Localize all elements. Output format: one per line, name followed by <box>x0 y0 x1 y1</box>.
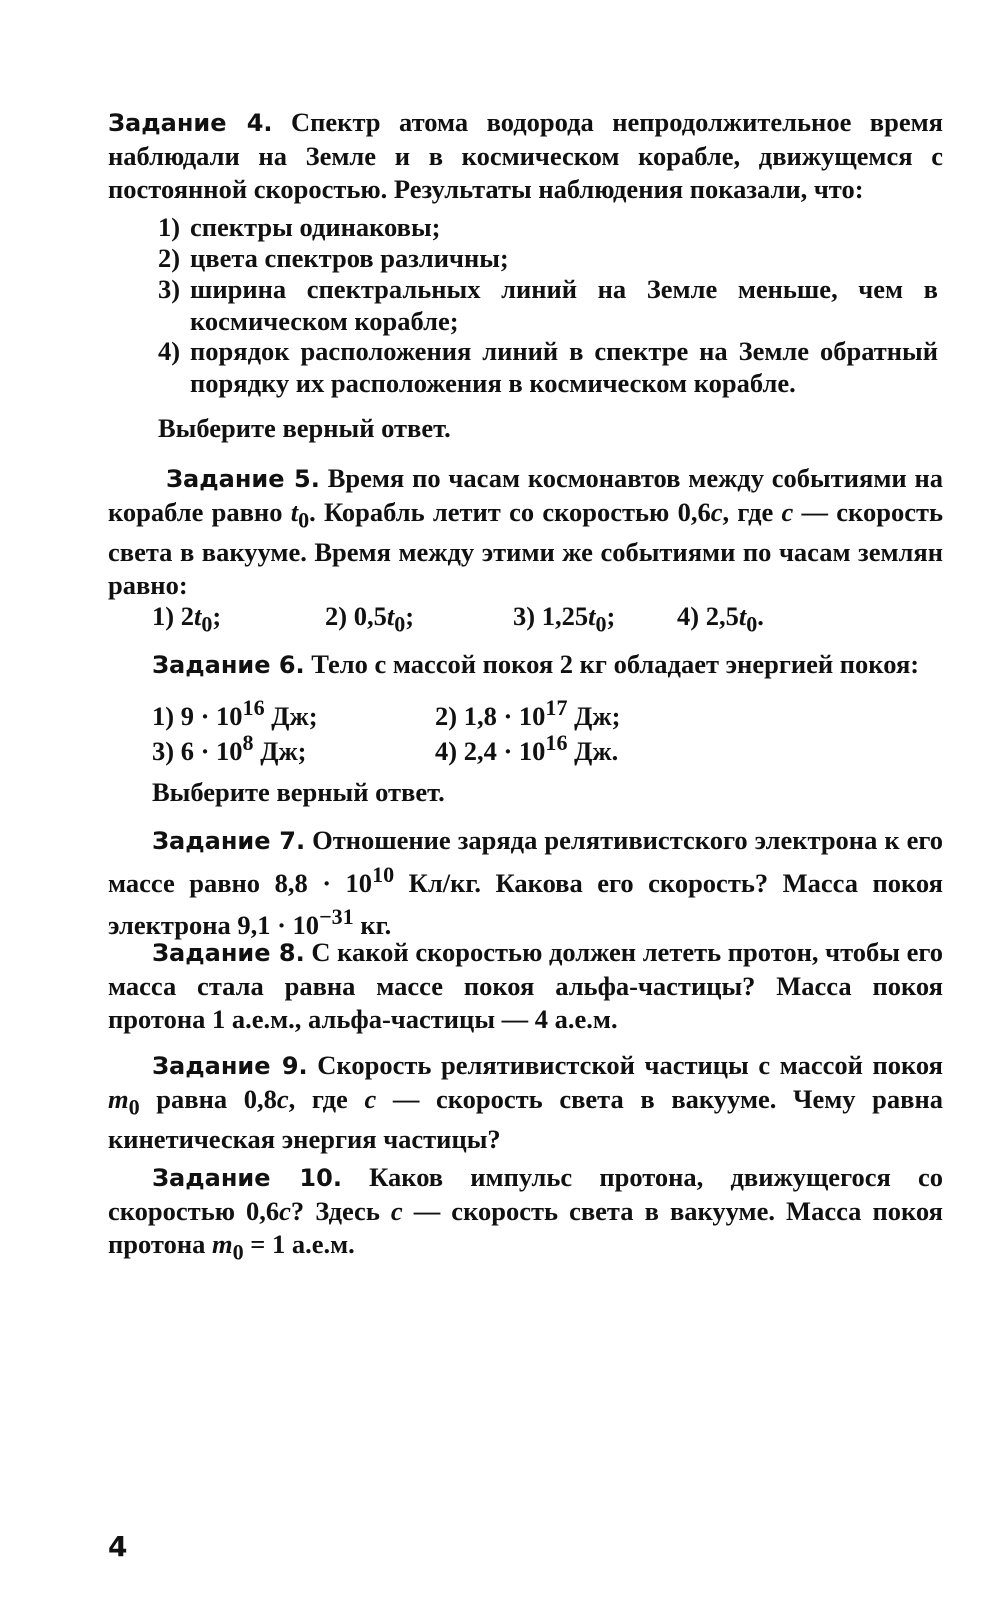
task-6-prompt: Выберите верный ответ. <box>152 777 445 807</box>
task-4-option-2 <box>158 242 938 274</box>
task-10-text: — скорость света в вакууме. Масса покоя протона <box>108 1196 944 1259</box>
task-10-label: Задание 10. <box>152 1164 342 1192</box>
task-4-option-3 <box>158 273 938 337</box>
task-4-statement <box>108 106 943 206</box>
task-6-option-2: 2) $1,8 \cdot 10^{17}$ Дж; <box>435 695 621 731</box>
task-7-label: Задание 7. <box>152 827 306 855</box>
task-7-statement <box>108 824 943 942</box>
task-9-label: Задание 9. <box>152 1052 308 1080</box>
task-5-text: Время по часам космонавтов между событиями на корабле равно <box>108 463 944 527</box>
task-4-option-1 <box>158 211 938 243</box>
task-8-text: С какой скоростью должен лететь протон, чтобы его масса стала равна массе покоя альфа-частицы? Масса покоя протона 1 а.е.м., альфа-частицы — 4 а.е.м. <box>108 937 943 1034</box>
option-text: цвета спектров различны; <box>190 243 509 273</box>
option-number: 3) <box>158 274 181 304</box>
task-10-text: ? Здесь <box>290 1196 391 1226</box>
subscript: 0 <box>128 1094 140 1120</box>
task-5-text: , где <box>722 497 782 527</box>
task-6-option-4: 4) $2,4 \cdot 10^{16}$ Дж. <box>435 730 619 766</box>
task-4-label: Задание 4. <box>108 109 273 137</box>
task-5-option-1: 1) $2t_0$; <box>152 601 222 637</box>
task-10-statement <box>108 1161 943 1268</box>
exponent: −31 <box>319 903 354 929</box>
task-9-text: равна 0,8 <box>139 1084 277 1114</box>
subscript: 0 <box>298 507 310 533</box>
task-6-option-3: 3) $6 \cdot 10^8$ Дж; <box>152 730 307 766</box>
task-5-option-3: 3) $1,25t_0$; <box>513 601 616 637</box>
page-number: 4 <box>108 1530 128 1563</box>
c-symbol: c <box>390 1196 403 1226</box>
option-number: 2) <box>158 243 181 273</box>
task-5-option-4: 4) $2,5t_0$. <box>677 601 764 637</box>
task-6-option-1: 1) $9 \cdot 10^{16}$ Дж; <box>152 695 318 731</box>
task-4-prompt: Выберите верный ответ. <box>158 413 451 443</box>
option-number: 1) <box>158 212 181 242</box>
c-symbol: c <box>710 497 723 527</box>
c-symbol: c <box>781 497 794 527</box>
task-6-label: Задание 6. <box>152 651 305 679</box>
task-9-text: — скорость света в вакууме. Чему равна кинетическая энергия частицы? <box>108 1084 943 1155</box>
task-9-statement <box>108 1049 943 1156</box>
task-7-text: Отношение заряда релятивистского электрона к его массе равно 8,8 · 10 <box>108 825 944 898</box>
m-symbol: m <box>108 1084 129 1114</box>
task-4-text: Спектр атома водорода непродолжительное время наблюдали на Земле и в космическом корабле, движущемся с постоянной скоростью. Результаты наблюдения показали, что: <box>108 107 944 204</box>
c-symbol: c <box>279 1196 291 1226</box>
task-4-option-4 <box>158 335 938 399</box>
task-8-statement <box>108 936 943 1036</box>
task-5-label: Задание 5. <box>166 465 320 493</box>
task-5-statement <box>108 462 943 602</box>
task-5-text: — скорость света в вакууме. Время между этими же событиями по часам землян равно: <box>108 497 943 601</box>
subscript: 0 <box>232 1239 244 1265</box>
task-7-text: Кл/кг. Какова его скорость? Масса покоя электрона 9,1 · 10 <box>108 867 944 940</box>
exponent: 10 <box>372 862 395 887</box>
option-text: ширина спектральных линий на Земле меньше, чем в космическом корабле; <box>190 274 938 336</box>
option-number: 4) <box>158 336 181 366</box>
task-9-text: Скорость релятивистской частицы с массой покоя <box>317 1050 944 1080</box>
task-8-label: Задание 8. <box>152 939 305 967</box>
t-symbol: t <box>290 497 299 527</box>
task-5-option-2: 2) $0,5t_0$; <box>325 601 415 637</box>
task-6-statement <box>152 648 987 682</box>
task-9-text: , где <box>288 1084 365 1114</box>
option-text: порядок расположения линий в спектре на Земле обратный порядку их расположения в космическом корабле. <box>190 336 938 398</box>
task-6-text: Тело с массой покоя 2 кг обладает энергией покоя: <box>311 649 920 679</box>
task-5-text: . Корабль летит со скоростью 0,6 <box>309 497 711 527</box>
task-10-text: Каков импульс протона, движущегося со скоростью 0,6 <box>108 1162 944 1226</box>
task-7-text: кг. <box>353 909 392 940</box>
c-symbol: c <box>276 1084 289 1114</box>
task-10-text: = 1 а.е.м. <box>243 1229 355 1259</box>
option-text: спектры одинаковы; <box>190 212 441 242</box>
c-symbol: c <box>364 1084 377 1114</box>
m-symbol: m <box>211 1229 233 1259</box>
